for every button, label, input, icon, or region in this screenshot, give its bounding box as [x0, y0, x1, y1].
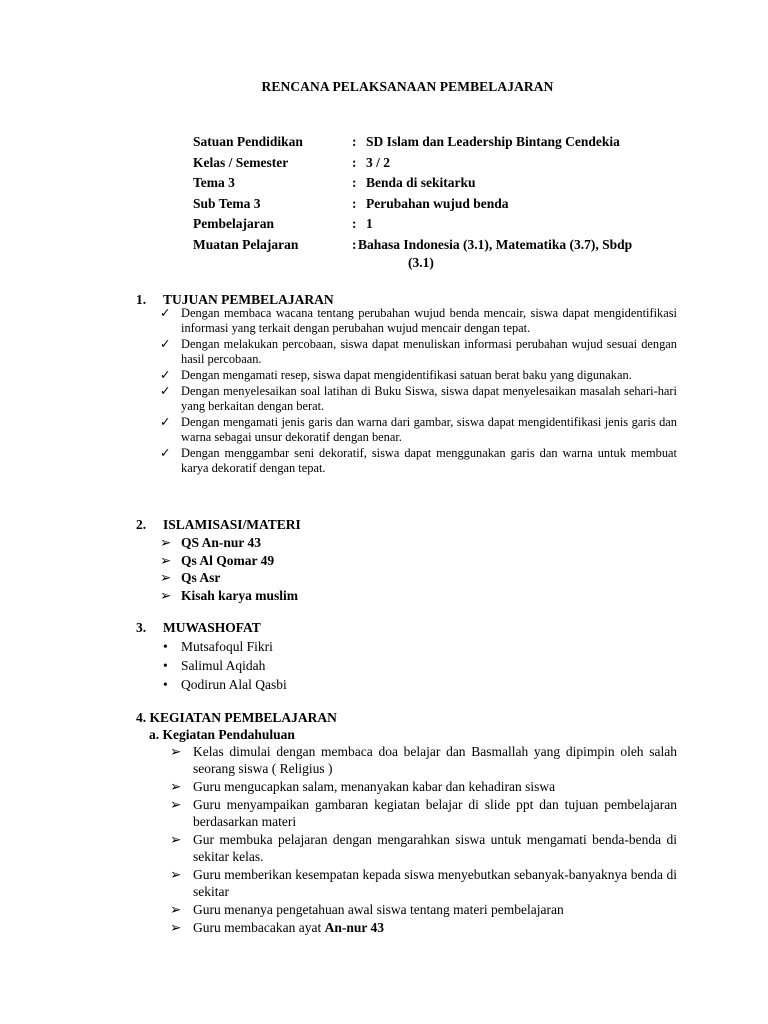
- tujuan-list: [160, 306, 677, 477]
- arrow-bullet-icon: ➢: [160, 535, 172, 550]
- section-number: 3.: [136, 620, 147, 635]
- info-value: Perubahan wujud benda: [366, 195, 509, 211]
- bullet-dot-icon: •: [163, 677, 168, 692]
- list-item: [170, 796, 677, 830]
- info-label: Pembelajaran: [193, 216, 274, 231]
- kegiatan-list: [170, 743, 677, 937]
- list-item: [160, 676, 287, 695]
- list-item-text: Guru mengucapkan salam, menanyakan kabar dan kehadiran siswa: [193, 779, 556, 794]
- list-item-text: Salimul Aqidah: [181, 658, 266, 673]
- list-item: [160, 415, 677, 445]
- arrow-bullet-icon: ➢: [170, 920, 182, 935]
- checkmark-icon: ✓: [160, 368, 171, 382]
- info-label: Sub Tema 3: [193, 195, 261, 211]
- info-label: Tema 3: [193, 175, 235, 190]
- list-item-text: Guru menyampaikan gambaran kegiatan belajar di slide ppt dan tujuan pembelajaran berdasarkan materi: [193, 797, 677, 829]
- checkmark-icon: ✓: [160, 445, 171, 460]
- info-label: Muatan Pelajaran: [193, 236, 299, 252]
- list-item-text: Dengan mengamati jenis garis dan warna dari gambar, siswa dapat mengidentifikasi jenis garis dan warna sebagai unsur dekoratif dengan benar.: [181, 414, 677, 444]
- list-item-text: Guru memberikan kesempatan kepada siswa menyebutkan sebanyak-banyaknya benda di sekitar: [193, 867, 677, 899]
- arrow-bullet-icon: ➢: [170, 867, 182, 882]
- list-item-text: Qs Al Qomar 49: [181, 552, 275, 568]
- info-value: 1: [366, 216, 373, 231]
- list-item-text: Mutsafoqul Fikri: [181, 639, 273, 654]
- list-item: [170, 778, 677, 795]
- list-item: [160, 384, 677, 414]
- list-item: [160, 552, 298, 570]
- section-heading-islamisasi: [136, 517, 301, 533]
- list-item: [160, 534, 298, 552]
- list-item: [160, 569, 298, 587]
- list-item-text: Kisah karya muslim: [181, 587, 299, 603]
- list-item-text: Guru membacakan ayat: [193, 920, 325, 935]
- info-separator: :: [352, 154, 357, 170]
- info-label: Satuan Pendidikan: [193, 134, 303, 149]
- list-item: [170, 743, 677, 777]
- arrow-bullet-icon: ➢: [170, 902, 182, 917]
- checkmark-icon: ✓: [160, 414, 171, 429]
- list-item-text: Kelas dimulai dengan membaca doa belajar dan Basmallah yang dipimpin oleh salah seorang siswa ( Religius ): [193, 744, 677, 776]
- list-item-text: Qs Asr: [181, 570, 221, 585]
- bullet-dot-icon: •: [163, 639, 168, 654]
- list-item: [160, 368, 677, 383]
- list-item: [160, 587, 298, 605]
- list-item-text: Dengan mengamati resep, siswa dapat mengidentifikasi satuan berat baku yang digunakan.: [181, 368, 632, 382]
- section-title: ISLAMISASI/MATERI: [163, 517, 301, 532]
- list-item: [170, 901, 677, 918]
- info-label: Kelas / Semester: [193, 154, 289, 170]
- info-separator: :: [352, 236, 357, 252]
- arrow-bullet-icon: ➢: [160, 552, 172, 568]
- muwashofat-list: [160, 638, 287, 695]
- info-separator: :: [352, 175, 357, 190]
- checkmark-icon: ✓: [160, 337, 171, 351]
- list-item: [160, 446, 677, 476]
- list-item: [160, 306, 677, 336]
- list-item: [170, 919, 677, 936]
- arrow-bullet-icon: ➢: [170, 779, 182, 794]
- subsection-heading-pendahuluan: a. Kegiatan Pendahuluan: [149, 727, 295, 742]
- document-title: RENCANA PELAKSANAAN PEMBELAJARAN: [261, 79, 554, 94]
- list-item-text: Guru menanya pengetahuan awal siswa tentang materi pembelajaran: [193, 902, 564, 917]
- list-item-text: Dengan membaca wacana tentang perubahan wujud benda mencair, siswa dapat mengidentifikasi informasi yang terkait dengan perubahan wujud mencair dengan tepat.: [181, 306, 677, 336]
- section-title: KEGIATAN PEMBELAJARAN: [149, 710, 337, 725]
- list-item: [170, 866, 677, 900]
- list-item: [160, 337, 677, 367]
- section-number: 2.: [136, 517, 147, 532]
- checkmark-icon: ✓: [160, 383, 171, 398]
- arrow-bullet-icon: ➢: [170, 744, 182, 759]
- info-separator: :: [352, 195, 357, 211]
- list-item-text: Dengan menyelesaikan soal latihan di Buku Siswa, siswa dapat menyelesaikan masalah sehari-hari yang berkaitan dengan berat.: [181, 383, 677, 413]
- info-separator: :: [352, 134, 357, 149]
- islamisasi-list: [160, 534, 298, 604]
- list-item: [160, 657, 287, 676]
- section-number: 1.: [136, 292, 147, 307]
- arrow-bullet-icon: ➢: [160, 570, 172, 585]
- info-value: Benda di sekitarku: [366, 175, 476, 190]
- arrow-bullet-icon: ➢: [170, 797, 182, 812]
- info-value: Bahasa Indonesia (3.1), Matematika (3.7), Sbdp: [358, 236, 633, 252]
- info-value: SD Islam dan Leadership Bintang Cendekia: [366, 134, 620, 149]
- list-item: [160, 638, 287, 657]
- bullet-dot-icon: •: [163, 658, 168, 673]
- list-item-text: Qodirun Alal Qasbi: [181, 677, 287, 692]
- list-item-bold-text: An-nur 43: [324, 920, 384, 935]
- section-heading-muwashofat: [136, 620, 261, 636]
- list-item: [170, 831, 677, 865]
- section-title: MUWASHOFAT: [163, 620, 261, 635]
- info-separator: :: [352, 216, 357, 231]
- checkmark-icon: ✓: [160, 306, 171, 320]
- section-title: TUJUAN PEMBELAJARAN: [163, 292, 334, 307]
- section-number: 4.: [136, 710, 147, 725]
- info-value-continuation: (3.1): [408, 254, 434, 270]
- section-heading-kegiatan: [136, 710, 337, 726]
- list-item-text: Gur membuka pelajaran dengan mengarahkan siswa untuk mengamati benda-benda di sekitar kelas.: [193, 832, 677, 864]
- list-item-text: Dengan menggambar seni dekoratif, siswa dapat menggunakan garis dan warna untuk membuat karya dekoratif dengan tepat.: [181, 445, 677, 475]
- arrow-bullet-icon: ➢: [170, 832, 182, 847]
- info-value: 3 / 2: [366, 154, 391, 170]
- arrow-bullet-icon: ➢: [160, 587, 172, 603]
- list-item-text: Dengan melakukan percobaan, siswa dapat menuliskan informasi perubahan wujud sesuai dengan hasil percobaan.: [181, 337, 677, 367]
- list-item-text: QS An-nur 43: [181, 535, 262, 550]
